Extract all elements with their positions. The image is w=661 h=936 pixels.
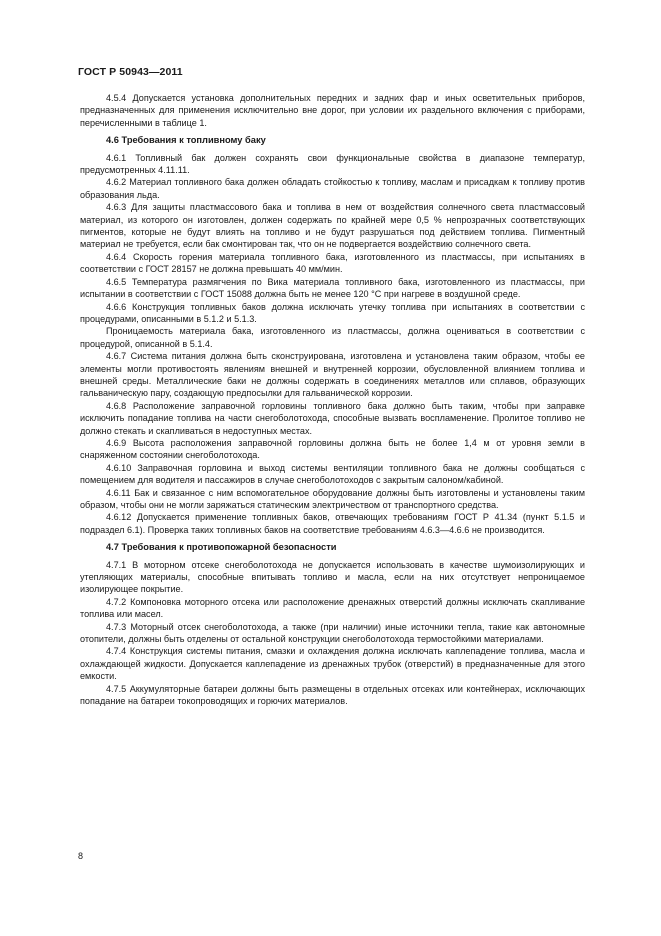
page-number: 8 [78,851,84,861]
paragraph-4-7-4: 4.7.4 Конструкция системы питания, смазки и охлаждения должна исключать каплепадение топлива, масла и охлаждающей жидкости. Допускается каплепадение из дренажных трубок (отверстий) в предназначенные для этого емкости. [80,646,585,682]
document-body [80,92,585,708]
paragraph-4-6-2: 4.6.2 Материал топливного бака должен обладать стойкостью к топливу, маслам и присадкам к топливу против образования льда. [80,177,585,200]
paragraph-4-5-4: 4.5.4 Допускается установка дополнительных передних и задних фар и иных осветительных приборов, предназначенных для применения исключительно вне дорог, при условии их раздельного включения с приборами, перечисленными в таблице 1. [80,93,585,128]
paragraph-4-6-10: 4.6.10 Заправочная горловина и выход системы вентиляции топливного бака не должны сообщаться с помещением для водителя и пассажиров в случае снегоболотоходов с закрытым салоном/кабиной. [80,462,585,486]
paragraph-4-6-11: 4.6.11 Бак и связанное с ним вспомогательное оборудование должны быть изготовлены и установлены таким образом, чтобы они не могли заряжаться статическим электричеством от транспортного средства. [80,487,585,510]
paragraph-4-6-6-permeability: Проницаемость материала бака, изготовленного из пластмассы, должна оцениваться в соответствии с процедурой, описанной в 5.1.4. [80,326,585,349]
section-heading-4-6: 4.6 Требования к топливному баку [106,135,266,146]
paragraph-4-6-12: 4.6.12 Допускается применение топливных баков, отвечающих требованиям ГОСТ Р 41.34 (пункт 5.1.5 и подраздел 6.1). Проверка таких топливных баков на соответствие требованиям 4.6.3—4.6.6 не производится. [80,512,585,535]
section-heading-4-7: 4.7 Требования к противопожарной безопасности [106,542,337,553]
paragraph-4-6-5: 4.6.5 Температура размягчения по Вика материала топливного бака, изготовленного из пластмассы, при испытании в соответствии с ГОСТ 15088 должна быть не менее 120 °С при нагреве в воздушной среде. [80,276,585,300]
paragraph-4-7-5: 4.7.5 Аккумуляторные батареи должны быть размещены в отдельных отсеках или контейнерах, исключающих попадание на батареи токопроводящих и горючих материалов. [80,683,585,707]
paragraph-4-7-3: 4.7.3 Моторный отсек снегоболотохода, а также (при наличии) иные источники тепла, такие как автономные отопители, должны быть отделены от остальной конструкции снегоболотохода термостойкими материалами. [80,621,585,645]
paragraph-4-6-3: 4.6.3 Для защиты пластмассового бака и топлива в нем от воздействия солнечного света пластмассовый материал, из которого он изготовлен, должен содержать по крайней мере 0,5 % непрозрачных соответствующих пигментов, которые не будут влиять на топливо и не будут разрушаться под действием топлива. Пигментный материал не требуется, если бак смонтирован так, что он не подвергается воздействию солнечного света. [80,202,585,250]
paragraph-4-6-6: 4.6.6 Конструкция топливных баков должна исключать утечку топлива при испытаниях в соответствии с процедурами, описанными в 5.1.2 и 5.1.3. [80,301,585,324]
paragraph-4-6-8: 4.6.8 Расположение заправочной горловины топливного бака должно быть таким, чтобы при заправке исключить попадание топлива на части снегоболотохода, способные вызвать воспламенение. Пролитое топливо не должно стекать и скапливаться в недоступных местах. [80,400,585,436]
paragraph-4-7-1: 4.7.1 В моторном отсеке снегоболотохода не допускается использовать в качестве шумоизолирующих и утепляющих материалы, способные впитывать топливо и масла, если на них отсутствует непроницаемое изолирующее покрытие. [80,559,585,595]
document-header: ГОСТ Р 50943—2011 [78,66,183,78]
paragraph-4-6-7: 4.6.7 Система питания должна быть сконструирована, изготовлена и установлена таким образом, чтобы ее элементы могли противостоять явлениям внешней и внутренней коррозии, обусловленной влиянием топлива и внешней среды. Металлические баки не должны содержать в соединениях металлов или сплавов, образующих гальваническую пару, создающую предпосылки для гальванической коррозии. [80,351,585,399]
paragraph-4-6-4: 4.6.4 Скорость горения материала топливного бака, изготовленного из пластмассы, при испытаниях в соответствии с ГОСТ 28157 не должна превышать 40 мм/мин. [80,251,585,275]
paragraph-4-7-2: 4.7.2 Компоновка моторного отсека или расположение дренажных отверстий должны исключать скапливание топлива или масел. [80,596,585,620]
paragraph-4-6-9: 4.6.9 Высота расположения заправочной горловины должна быть не более 1,4 м от уровня земли в снаряженном состоянии снегоболотохода. [80,437,585,461]
paragraph-4-6-1: 4.6.1 Топливный бак должен сохранять свои функциональные свойства в диапазоне температур, предусмотренных 4.11.11. [80,152,585,176]
